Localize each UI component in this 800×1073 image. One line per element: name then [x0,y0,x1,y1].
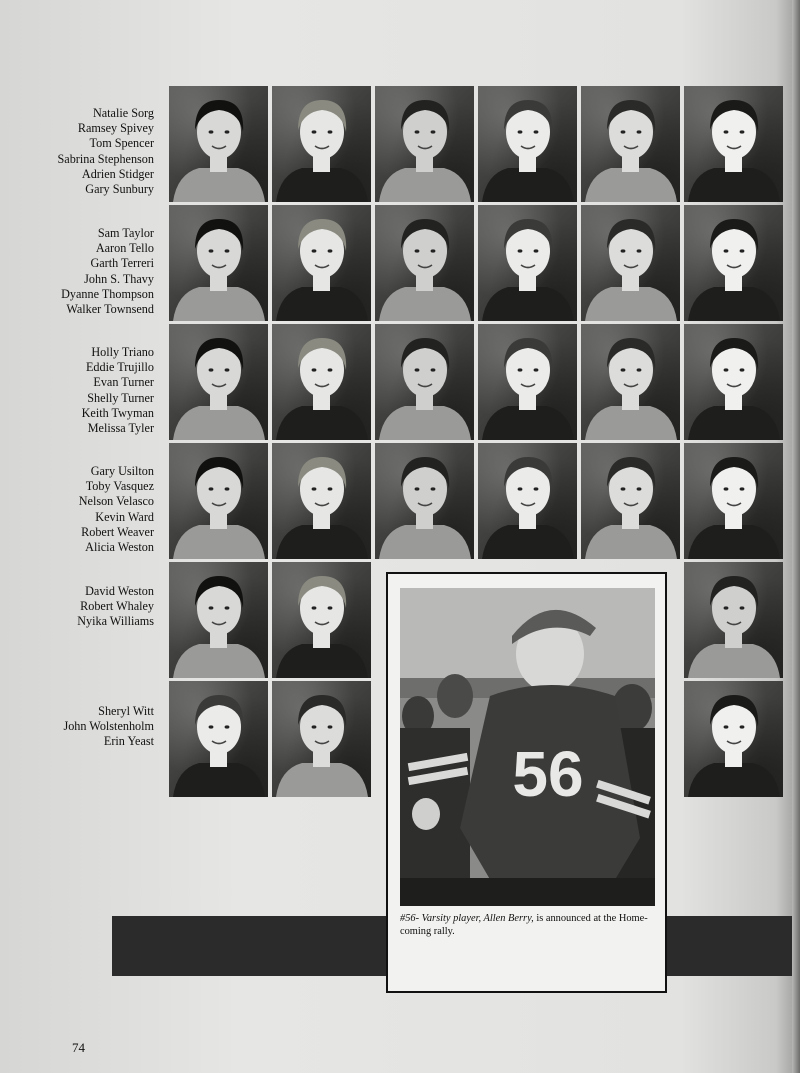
feature-photo-frame [386,572,667,993]
student-name: Sheryl Witt [98,704,154,718]
jersey-number: 56 [512,738,584,810]
student-name: Tom Spencer [89,136,154,151]
student-portrait [684,86,783,202]
student-portrait [375,205,474,321]
student-portrait [478,86,577,202]
page-spine [792,0,800,1073]
student-name: Robert Weaver [81,524,154,539]
name-list-row-5 [20,584,154,630]
student-portrait [478,443,577,559]
student-name: Evan Turner [93,375,154,390]
student-portrait [478,205,577,321]
student-portrait [375,324,474,440]
student-name: Garth Terreri [90,256,154,271]
student-name: Toby Vasquez [85,479,154,494]
student-name: Alicia Weston [85,540,154,555]
student-portrait [581,205,680,321]
student-name: Nelson Velasco [78,494,154,509]
student-portrait [581,443,680,559]
student-name: John Wolstenholm [63,719,154,734]
student-portrait [169,681,268,797]
student-portrait [169,86,268,202]
student-portrait [581,324,680,440]
name-list-row-4 [20,464,154,555]
student-name: Dyanne Thompson [61,286,154,301]
student-name: Erin Yeast [103,734,154,749]
student-name: Melissa Tyler [87,421,154,436]
student-portrait [272,681,371,797]
student-name: Ramsey Spivey [77,121,154,136]
student-name: Natalie Sorg [92,106,154,120]
student-name: Holly Triano [91,345,154,359]
student-portrait [478,324,577,440]
student-portrait [272,443,371,559]
student-name: Gary Usilton [90,464,154,478]
student-name: John S. Thavy [84,271,154,286]
student-portrait [272,324,371,440]
student-portrait [169,443,268,559]
student-portrait [375,86,474,202]
student-name: David Weston [85,584,154,598]
student-name: Gary Sunbury [85,182,154,197]
student-portrait [684,443,783,559]
student-name: Nyika Williams [77,614,154,629]
name-list-row-2 [20,226,154,317]
feature-photo [400,588,655,906]
name-list-row-6 [20,704,154,750]
student-name: Sabrina Stephenson [57,151,154,166]
student-portrait [169,324,268,440]
page-number: 74 [72,1040,85,1055]
student-portrait [684,681,783,797]
photo-caption [400,912,655,938]
student-name: Adrien Stidger [81,166,154,181]
student-name: Walker Townsend [66,302,154,317]
name-list-row-3 [20,345,154,436]
name-list-row-1 [20,106,154,197]
caption-text: is announced at the Home-coming rally. [400,913,648,937]
student-portrait [272,205,371,321]
student-portrait [375,443,474,559]
student-portrait [272,86,371,202]
student-portrait [581,86,680,202]
student-portrait [169,562,268,678]
student-portrait [684,205,783,321]
student-name: Shelly Turner [87,390,154,405]
student-name: Keith Twyman [81,405,154,420]
student-portrait [272,562,371,678]
student-name: Robert Whaley [80,599,154,614]
student-name: Eddie Trujillo [85,360,154,375]
student-name: Aaron Tello [95,241,154,256]
caption-lead: #56- Varsity player, Allen Berry, [400,913,534,924]
student-name: Sam Taylor [97,226,154,240]
student-portrait [169,205,268,321]
student-name: Kevin Ward [95,509,154,524]
student-portrait [684,562,783,678]
student-portrait [684,324,783,440]
